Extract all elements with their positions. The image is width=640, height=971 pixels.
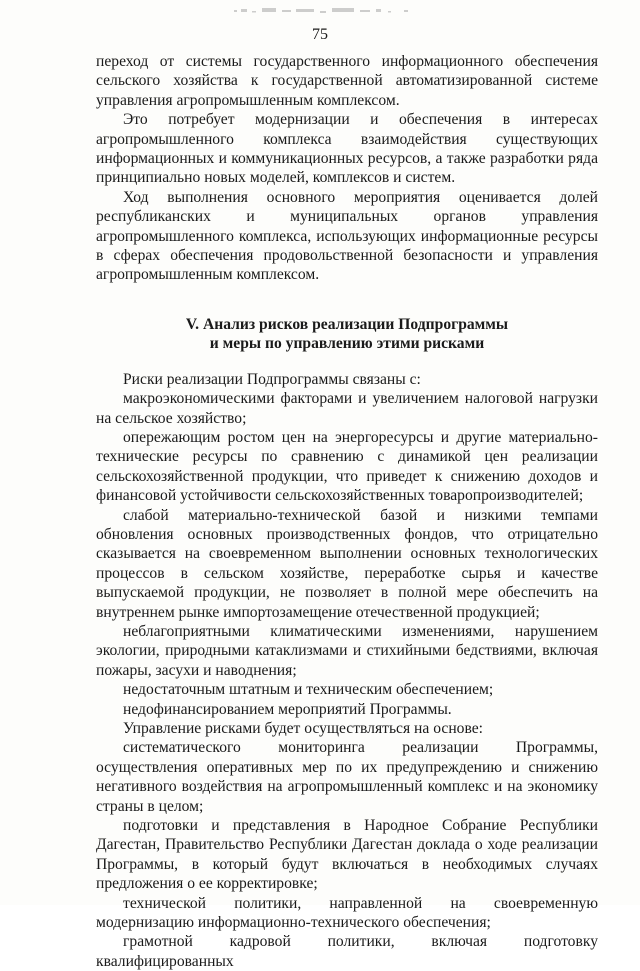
paragraph-measure-reporting: подготовки и представления в Народное Собрание Республики Дагестан, Правительство Республики Дагестан доклада о ходе реализации Программы, в который будут включаться в необходимых случаях предложения о ее корректировке;	[96, 817, 598, 893]
paragraph-risk-material-base: слабой материально-технической базой и низкими темпами обновления основных производственных фондов, что отрицательно сказывается на своевременном выполнении основных технологических процессов в сельском хозяйстве, переработке сырья и качестве выпускаемой продукции, не позволяет в полной мере обеспечить на внутреннем рынке импортозамещение отечественной продукцией;	[96, 506, 598, 621]
section-heading-line-2: и меры по управлению этими рисками	[209, 335, 485, 353]
paragraph-risk-energy-prices: опережающим ростом цен на энергоресурсы и другие материально-технические ресурсы по сравнению с динамикой цен реализации сельскохозяйственной продукции, что приведет к снижению доходов и финансовой устойчивости сельскохозяйственных товаропроизводителей;	[96, 428, 598, 505]
paragraph-risk-underfunding: недофинансированием мероприятий Программы.	[123, 700, 452, 718]
paragraph-intro-continuation: переход от системы государственного информационного обеспечения сельского хозяйства к государственной автоматизированной системе управления агропромышленным комплексом.	[96, 53, 598, 109]
paragraph-risks-intro: Риски реализации Подпрограммы связаны с:	[123, 370, 421, 388]
paragraph-risk-climate: неблагоприятными климатическими изменениями, нарушением экологии, природными катаклизмами и стихийными бедствиями, включая пожары, засухи и наводнения;	[96, 622, 598, 679]
paragraph-measure-technical-policy: технической политики, направленной на своевременную модернизацию информационно-технического обеспечения;	[96, 894, 598, 932]
paragraph-risk-management-intro: Управление рисками будет осуществляться на основе:	[123, 720, 483, 737]
paragraph-progress-evaluation: Ход выполнения основного мероприятия оценивается долей республиканских и муниципальных органов управления агропромышленного комплекса, использующих информационные ресурсы в сферах обеспечения продовольственной безопасности и управления агропромышленным комплексом.	[96, 188, 598, 284]
scan-artifact-marks	[232, 6, 422, 16]
page-number: 75	[312, 26, 328, 43]
document-body	[96, 52, 598, 971]
section-heading-line-1: V. Анализ рисков реализации Подпрограммы	[185, 315, 509, 333]
paragraph-measure-personnel-policy: грамотной кадровой политики, включая подготовку квалифицированных	[96, 933, 598, 970]
paragraph-risk-staffing: недостаточным штатным и техническим обеспечением;	[123, 681, 494, 699]
paragraph-risk-macroeconomic: макроэкономическими факторами и увеличением налоговой нагрузки на сельское хозяйство;	[96, 390, 598, 427]
paragraph-modernization: Это потребует модернизации и обеспечения в интересах агропромышленного комплекса взаимодействия существующих информационных и коммуникационных ресурсов, а также разработки ряда принципиально новых моделей, комплексов и систем.	[96, 111, 598, 187]
paragraph-measure-monitoring: систематического мониторинга реализации Программы, осуществления оперативных мер по их предупреждению и снижению негативного воздействия на агропромышленный комплекс и на экономику страны в целом;	[96, 739, 598, 815]
section-heading	[96, 315, 598, 354]
